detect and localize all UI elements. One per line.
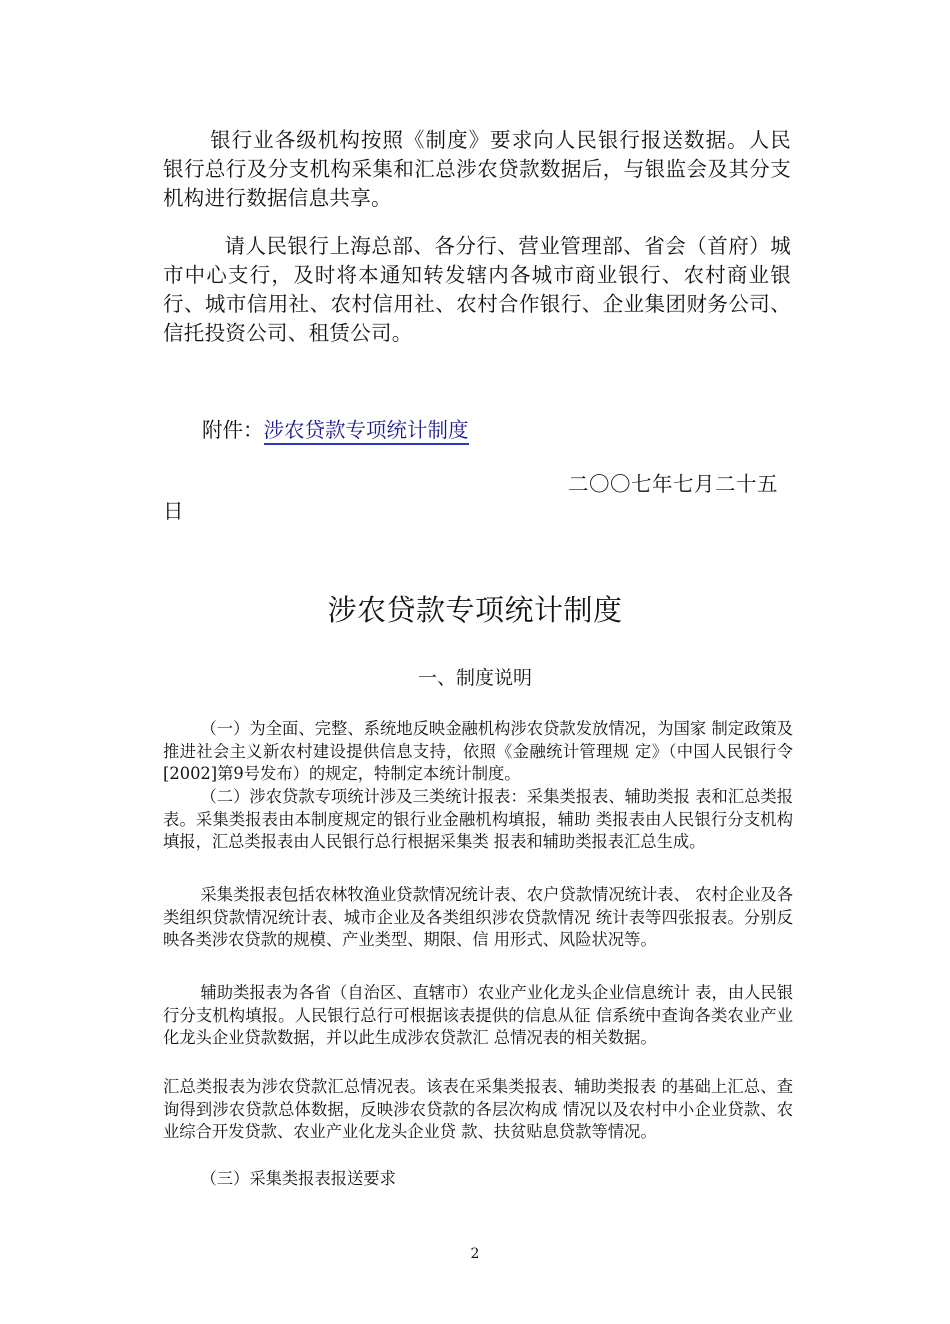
body-paragraph-4: 辅助类报表为各省（自治区、直辖市）农业产业化龙头企业信息统计 表，由人民银行分支机构填报。人民银行总行可根据该表提供的信息从征 信系统中查询各类农业产业化龙头企业贷款数据，并以此生成涉农贷款汇 总情况表的相关数据。 bbox=[163, 983, 793, 1048]
section-heading: 一、制度说明 bbox=[417, 667, 532, 689]
body-paragraph-3: 采集类报表包括农林牧渔业贷款情况统计表、农户贷款情况统计表、 农村企业及各类组织贷款情况统计表、城市企业及各类组织涉农贷款情况 统计表等四张报表。分别反映各类涉农贷款的规模、产业类型、期限、信 用形式、风险状况等。 bbox=[163, 885, 793, 950]
attachment-line bbox=[202, 416, 469, 445]
attachment-link[interactable]: 涉农贷款专项统计制度 bbox=[264, 418, 469, 445]
page-number: 2 bbox=[470, 1246, 480, 1262]
date-day: 日 bbox=[163, 499, 184, 523]
paragraph-forwarding-request: 请人民银行上海总部、各分行、营业管理部、省会（首府）城市中心支行，及时将本通知转发辖内各城市商业银行、农村商业银行、城市信用社、农村信用社、农村合作银行、企业集团财务公司、信托投资公司、租赁公司。 bbox=[163, 234, 791, 345]
body-paragraph-1: （一）为全面、完整、系统地反映金融机构涉农贷款发放情况，为国家 制定政策及推进社会主义新农村建设提供信息支持，依照《金融统计管理规 定》（中国人民银行令[2002]第9号发布）的规定，特制定本统计制度。 bbox=[163, 719, 793, 784]
body-paragraph-5: 汇总类报表为涉农贷款汇总情况表。该表在采集类报表、辅助类报表 的基础上汇总、查询得到涉农贷款总体数据，反映涉农贷款的各层次构成 情况以及农村中小企业贷款、农业综合开发贷款、农业产业化龙头企业贷 款、扶贫贴息贷款等情况。 bbox=[163, 1077, 793, 1142]
body-paragraph-6: （三）采集类报表报送要求 bbox=[200, 1169, 396, 1188]
body-paragraph-2: （二）涉农贷款专项统计涉及三类统计报表：采集类报表、辅助类报 表和汇总类报表。采集类报表由本制度规定的银行业金融机构填报，辅助 类报表由人民银行分支机构填报，汇总类报表由人民银行总行根据采集类 报表和辅助类报表汇总生成。 bbox=[163, 787, 793, 852]
attachment-label: 附件： bbox=[202, 418, 264, 442]
document-title: 涉农贷款专项统计制度 bbox=[327, 593, 623, 627]
paragraph-data-sharing: 银行业各级机构按照《制度》要求向人民银行报送数据。人民银行总行及分支机构采集和汇总涉农贷款数据后，与银监会及其分支机构进行数据信息共享。 bbox=[163, 128, 791, 210]
date-line: 二〇〇七年七月二十五 bbox=[568, 472, 778, 496]
